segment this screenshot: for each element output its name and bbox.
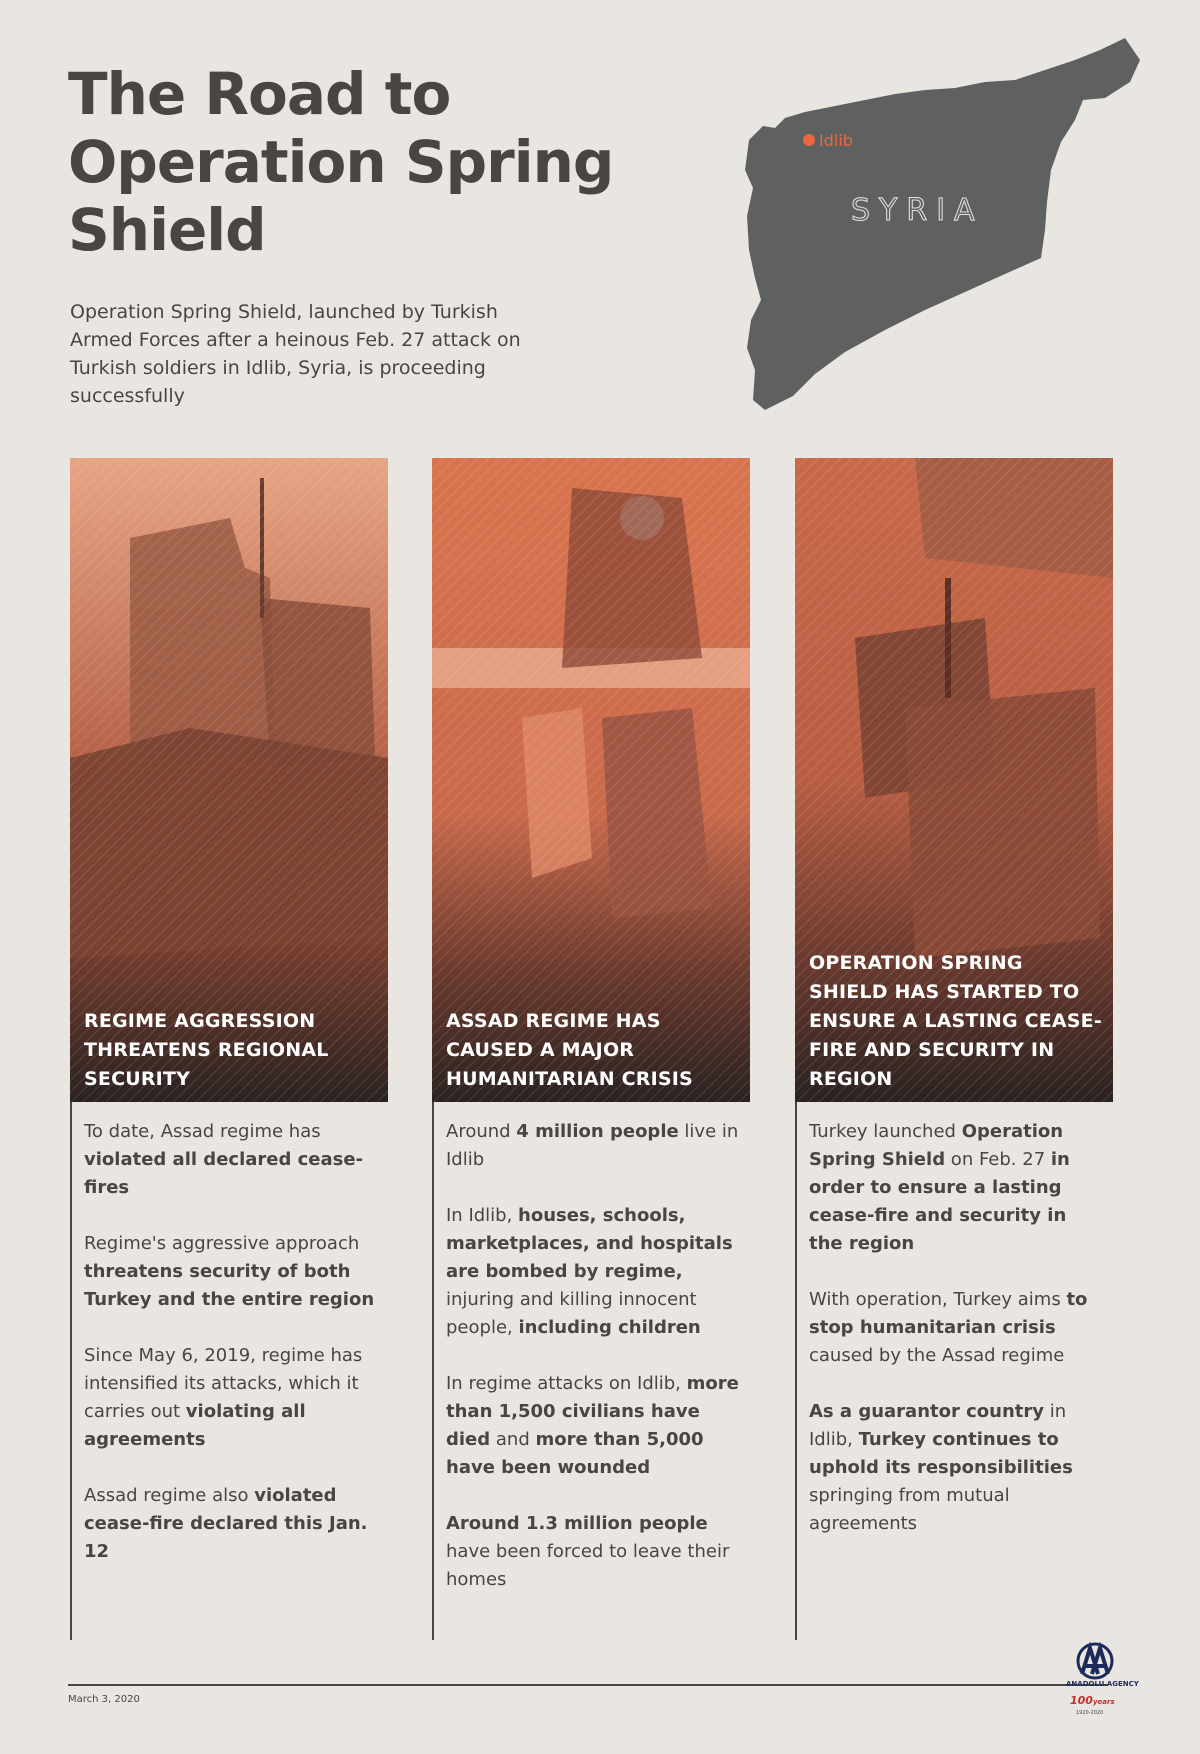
text: With operation, Turkey aims <box>809 1289 1067 1310</box>
bold-text: including children <box>518 1317 701 1338</box>
bold-text: As a guarantor country <box>809 1401 1045 1422</box>
rescue-workers-photo <box>432 458 750 1102</box>
text: and <box>490 1429 536 1450</box>
bold-text: Operation Spring Shield <box>809 1121 1064 1170</box>
page-title: The Road to Operation Spring Shield <box>68 60 614 264</box>
body-paragraph <box>84 1482 379 1566</box>
body-paragraph <box>84 1342 379 1454</box>
bold-text: 4 million people <box>516 1121 679 1142</box>
syria-map-shape <box>745 30 1145 420</box>
bold-text: violated all declared cease-fires <box>84 1149 364 1198</box>
text: have been forced to leave their homes <box>446 1541 730 1590</box>
text: Since May 6, 2019, regime has intensified its attacks, which it carries out <box>84 1345 363 1422</box>
body-paragraph <box>809 1286 1104 1370</box>
text: Around <box>446 1121 517 1142</box>
bold-text: houses, schools, marketplaces, and hospitals are bombed by regime, <box>446 1205 733 1282</box>
publish-date: March 3, 2020 <box>68 1694 140 1705</box>
idlib-marker <box>803 134 815 146</box>
bold-text: in order to ensure a lasting cease-fire and security in the region <box>809 1149 1070 1254</box>
text: caused by the Assad regime <box>809 1345 1065 1366</box>
column-body <box>84 1118 379 1594</box>
body-paragraph <box>446 1202 741 1342</box>
country-label: SYRIA <box>851 193 984 228</box>
text: Turkey launched <box>809 1121 962 1142</box>
aa-logo-icon <box>1074 1642 1116 1680</box>
anniversary-mark: 100years <box>1070 1694 1115 1707</box>
column-heading: REGIME AGGRESSION THREATENS REGIONAL SECURITY <box>84 1010 329 1090</box>
bold-text: threatens security of both Turkey and the entire region <box>84 1261 375 1310</box>
bold-text: Turkey continues to uphold its responsibilities <box>809 1429 1073 1478</box>
intro-text: Operation Spring Shield, launched by Turkish Armed Forces after a heinous Feb. 27 attack on Turkish soldiers in Idlib, Syria, is proceeding successfully <box>70 301 521 407</box>
text: Regime's aggressive approach <box>84 1233 360 1254</box>
bold-text: violated cease-fire declared this Jan. 12 <box>84 1485 368 1562</box>
text: In Idlib, <box>446 1205 519 1226</box>
text: live in Idlib <box>446 1121 739 1170</box>
body-paragraph <box>809 1398 1104 1538</box>
idlib-label: Idlib <box>819 131 853 150</box>
text: Assad regime also <box>84 1485 255 1506</box>
text: To date, Assad regime has <box>84 1121 321 1142</box>
column-body <box>446 1118 741 1622</box>
column-body <box>809 1118 1104 1566</box>
body-paragraph <box>809 1118 1104 1258</box>
anniversary-range: 1920-2020 <box>1076 1710 1104 1716</box>
bold-text: more than 5,000 have been wounded <box>446 1429 704 1478</box>
body-paragraph <box>84 1118 379 1202</box>
column-heading: OPERATION SPRING SHIELD HAS STARTED TO ENSURE A LASTING CEASE-FIRE AND SECURITY IN REGION <box>809 952 1102 1090</box>
bold-text: to stop humanitarian crisis <box>809 1289 1088 1338</box>
syria-map <box>745 30 1145 420</box>
bold-text: more than 1,500 civilians have died <box>446 1373 739 1450</box>
agency-name: ANADOLU AGENCY <box>1066 1680 1139 1688</box>
text: In regime attacks on Idlib, <box>446 1373 687 1394</box>
text: springing from mutual agreements <box>809 1485 1010 1534</box>
body-paragraph <box>446 1370 741 1482</box>
anadolu-agency-logo <box>1066 1642 1139 1732</box>
body-paragraph <box>84 1230 379 1314</box>
column-heading: ASSAD REGIME HAS CAUSED A MAJOR HUMANITARIAN CRISIS <box>446 1010 693 1090</box>
bold-text: violating all agreements <box>84 1401 306 1450</box>
bold-text: Around 1.3 million people <box>446 1513 708 1534</box>
armored-vehicles-photo <box>795 458 1113 1102</box>
body-paragraph <box>446 1510 741 1594</box>
text: injuring and killing innocent people, <box>446 1289 697 1338</box>
text: on Feb. 27 <box>945 1149 1051 1170</box>
destroyed-buildings-photo <box>70 458 388 1102</box>
body-paragraph <box>446 1118 741 1174</box>
footer-divider <box>68 1684 1108 1686</box>
text: in Idlib, <box>809 1401 1067 1450</box>
